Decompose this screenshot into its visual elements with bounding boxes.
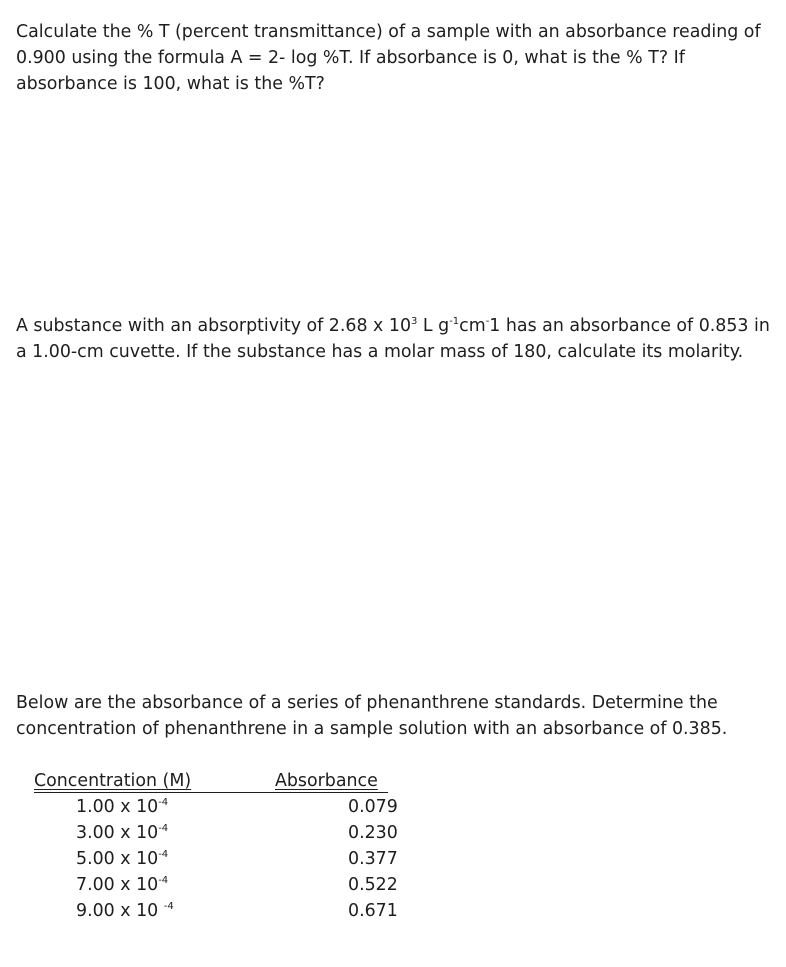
concentration-cell: 9.00 x 10 $^{-4}$: [76, 901, 174, 921]
concentration-cell: 7.00 x $10^{-4}$: [76, 875, 169, 895]
absorbance-cell: 0.377: [348, 849, 398, 869]
q2-text-part1: A substance with an absorptivity of 2.68 x 10: [16, 316, 412, 336]
concentration-cell: 3.00 x $10^{-4}$: [76, 823, 169, 843]
table-row: [34, 794, 414, 820]
table-row: [34, 846, 414, 872]
question-transmittance: Calculate the % T (percent transmittance) of a sample with an absorbance reading of 0.900 using the formula A = 2- log %T. If absorbance is 0, what is the % T? If absorbance is 100, what is the %T?: [16, 22, 761, 94]
absorbance-cell: 0.079: [348, 797, 398, 817]
concentration-cell: 5.00 x $10^{-4}$: [76, 849, 169, 869]
absorbance-cell: 0.671: [348, 901, 398, 921]
question-molarity: [16, 313, 776, 365]
concentration-cell: 1.00 x $10^{-4}$: [76, 797, 169, 817]
q2-text-part2: L g: [417, 316, 450, 336]
absorbance-cell: 0.522: [348, 875, 398, 895]
table-row: [34, 898, 414, 924]
column-header-concentration: Concentration (M): [34, 771, 192, 791]
absorbance-cell: 0.230: [348, 823, 398, 843]
header-divider: [34, 792, 388, 793]
q2-exponent-2: -1: [449, 316, 460, 327]
question-phenanthrene: Below are the absorbance of a series of phenanthrene standards. Determine the concentration of phenanthrene in a sample solution with an absorbance of 0.385.: [16, 693, 728, 739]
q2-text-part4: 1 has an absorbance of 0.853 in a 1.00-cm cuvette. If the substance has a molar mass of 180, calculate its molarity.: [16, 316, 770, 362]
q2-exponent-1: 3: [411, 316, 418, 327]
table-row: [34, 872, 414, 898]
column-header-absorbance: Absorbance: [275, 771, 378, 791]
q2-exponent-3: -: [485, 316, 490, 327]
q2-text-part3: cm: [459, 316, 486, 336]
table-row: [34, 820, 414, 846]
